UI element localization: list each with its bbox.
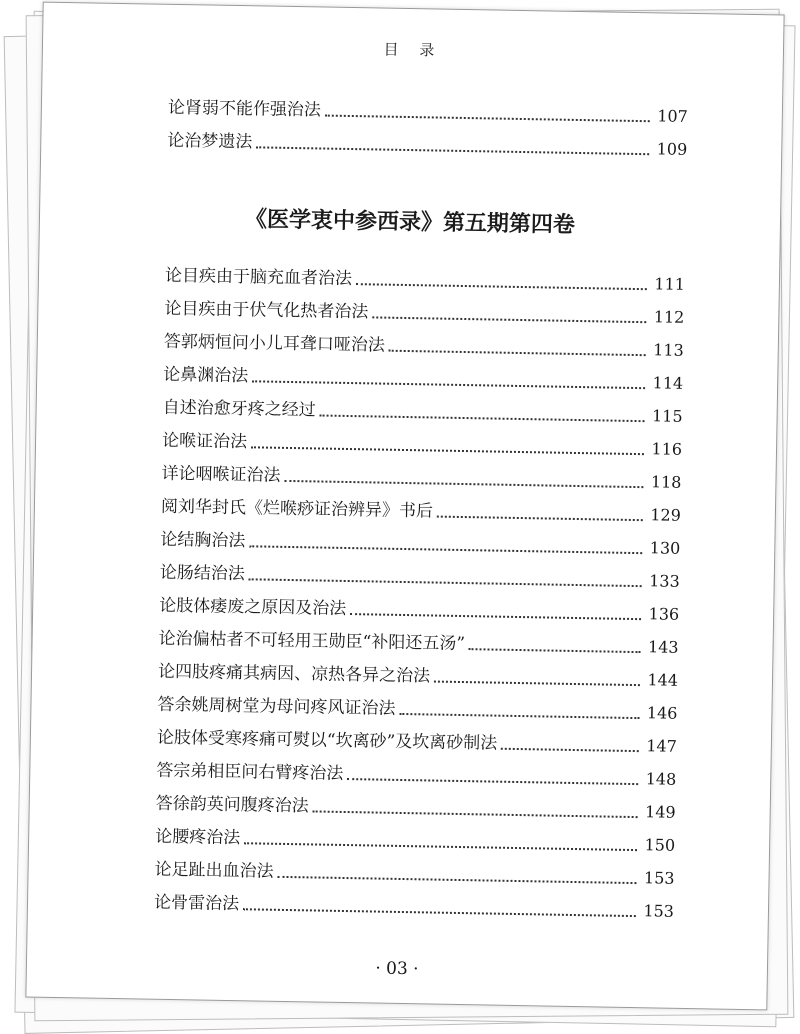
toc-entry-page: 144 <box>647 670 679 690</box>
running-header: 目 录 <box>383 40 443 60</box>
toc-entry-title: 论肾弱不能作强治法 <box>167 97 322 121</box>
toc-entry-title: 论目疾由于伏气化热者治法 <box>164 298 369 323</box>
toc-entry-title: 论肢体受寒疼痛可熨以“坎离砂”及坎离砂制法 <box>156 727 498 754</box>
toc-entry-title: 论肠结治法 <box>159 562 245 585</box>
toc-entry-page: 130 <box>649 538 681 558</box>
toc-entry-page: 114 <box>652 373 684 393</box>
toc-entries-top <box>167 85 688 160</box>
toc-page <box>25 2 784 1011</box>
toc-entry-title: 论足趾出血治法 <box>154 859 274 882</box>
toc-entry-title: 答徐韵英问腹疼治法 <box>155 793 309 817</box>
toc-entry-page: 146 <box>646 703 678 723</box>
leader-dots <box>243 907 636 917</box>
toc-entry-title: 答郭炳恒问小儿耳聋口哑治法 <box>163 331 385 356</box>
toc-entry-title: 论目疾由于脑充血者治法 <box>164 265 353 290</box>
toc-entry-title: 论治偏枯者不可轻用王勋臣“补阳还五汤” <box>158 628 466 655</box>
toc-entry-title: 答余姚周树堂为母问疼风证治法 <box>157 694 396 719</box>
toc-entry-title: 详论咽喉证治法 <box>161 463 281 486</box>
volume-title: 《医学衷中参西录》第五期第四卷 <box>244 206 576 238</box>
leader-dots <box>399 712 639 719</box>
toc-entry-page: 112 <box>653 307 685 327</box>
page-number: · 03 · <box>375 958 419 980</box>
toc-entry-page: 153 <box>643 868 675 888</box>
toc-entry-page: 113 <box>653 340 684 360</box>
toc-entry-title: 论鼻渊治法 <box>163 364 249 387</box>
leader-dots <box>434 680 640 687</box>
toc-entry-title: 自述治愈牙疼之经过 <box>162 397 316 421</box>
leader-dots <box>501 747 639 752</box>
toc-entry-page: 115 <box>651 406 683 426</box>
toc-entry-page: 150 <box>644 835 676 855</box>
leader-dots <box>256 145 649 155</box>
toc-entry-title: 答宗弟相臣问右臂疼治法 <box>156 760 344 784</box>
toc-entry-title: 论喉证治法 <box>161 430 248 453</box>
leader-dots <box>469 647 641 653</box>
leader-dots <box>389 349 646 356</box>
toc-entry-page: 118 <box>650 472 682 492</box>
toc-entry-title: 论肢体痿废之原因及治法 <box>159 595 347 619</box>
toc-entry-page: 153 <box>643 901 675 921</box>
leader-dots <box>372 315 646 323</box>
toc-entry-title: 论结胸治法 <box>160 529 246 552</box>
toc-entry-page: 136 <box>648 604 680 624</box>
toc-entry-page: 107 <box>657 106 689 126</box>
toc-entry-page: 148 <box>645 769 677 789</box>
toc-entry-page: 129 <box>650 505 682 525</box>
toc-entry-page: 149 <box>644 802 676 822</box>
toc-entry-page: 111 <box>654 274 686 294</box>
toc-entry-title: 论治梦遗法 <box>167 130 253 153</box>
toc-entry-title: 论四肢疼痛其病因、凉热各异之治法 <box>157 661 431 687</box>
toc-entry-page: 133 <box>649 571 680 591</box>
toc-entry-page: 116 <box>651 439 683 459</box>
toc-entry-page: 147 <box>646 736 678 756</box>
toc-entry-title: 阅刘华封氏《烂喉痧证治辨异》书后 <box>160 496 434 522</box>
toc-entries-main <box>154 253 685 922</box>
toc-entry-page: 109 <box>656 139 688 159</box>
leader-dots <box>437 515 643 522</box>
toc-entry-title: 论腰疼治法 <box>155 826 241 849</box>
toc-entry-title: 论骨雷治法 <box>153 892 240 915</box>
toc-entry-page: 143 <box>647 637 679 657</box>
